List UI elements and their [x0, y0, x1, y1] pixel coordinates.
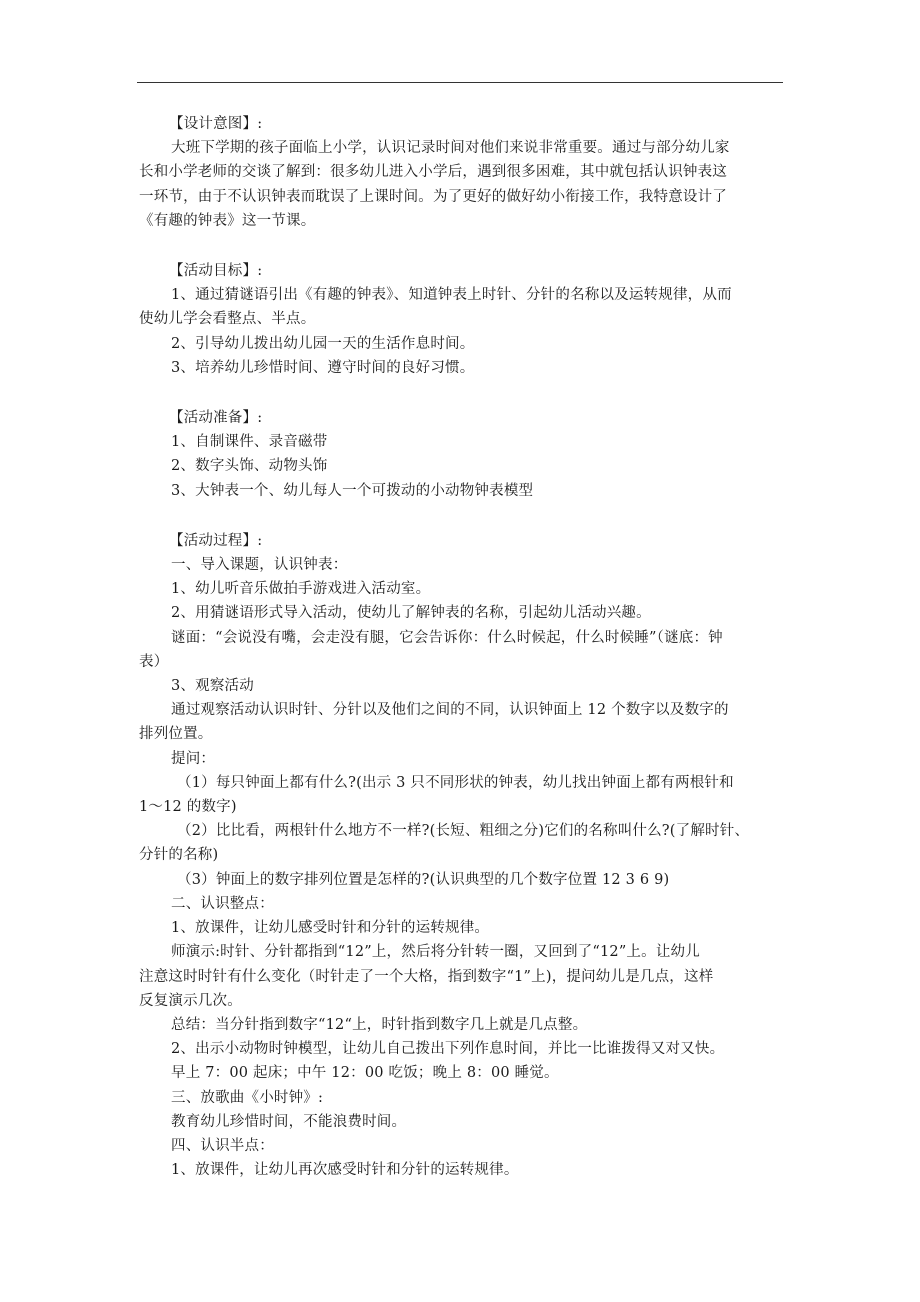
section-heading-design-intent: 【设计意图】:: [169, 116, 263, 132]
list-item: 使幼儿学会看整点、半点。: [139, 311, 316, 328]
paragraph-line: 教育幼儿珍惜时间，不能浪费时间。: [171, 1113, 407, 1130]
paragraph-line: 一环节，由于不认识钟表而耽误了上课时间。为了更好的做好幼小衔接工作，我特意设计了: [139, 188, 727, 205]
paragraph-line: 反复演示几次。: [139, 992, 242, 1009]
list-item: 1、自制课件、录音磁带: [171, 434, 328, 451]
section-heading-goals: 【活动目标】:: [169, 263, 263, 280]
list-item: 1、通过猜谜语引出《有趣的钟表》、知道钟表上时针、分针的名称以及运转规律，从而: [171, 287, 732, 304]
list-item: 3、观察活动: [171, 678, 254, 695]
paragraph-line: 大班下学期的孩子面临上小学，认识记录时间对他们来说非常重要。通过与部分幼儿家: [171, 140, 730, 157]
list-item: 2、出示小动物时钟模型，让幼儿自己拨出下列作息时间，并比一比谁拨得又对又快。: [171, 1041, 725, 1058]
paragraph-line: 通过观察活动认识时针、分针以及他们之间的不同，认识钟面上 12 个数字以及数字的: [171, 702, 729, 719]
subsection-title: 四、认识半点：: [171, 1137, 274, 1154]
paragraph-line: 提问：: [171, 750, 216, 767]
list-item: 2、数字头饰、动物头饰: [171, 458, 328, 475]
subsection-title: 三、放歌曲《小时钟》:: [171, 1089, 324, 1106]
paragraph-line: 长和小学老师的交谈了解到：很多幼儿进入小学后，遇到很多困难，其中就包括认识钟表这: [139, 164, 727, 181]
question-line: （3）钟面上的数字排列位置是怎样的?(认识典型的几个数字位置 12 3 6 9): [177, 871, 670, 888]
header-rule: [137, 82, 783, 83]
document-body: [139, 112, 787, 1182]
question-line: （2）比比看，两根针什么地方不一样?(长短、粗细之分)它们的名称叫什么?(了解时针、: [177, 823, 750, 840]
paragraph-line: 师演示:时针、分针都指到“12”上，然后将分针转一圈，又回到了“12”上。让幼儿: [171, 944, 700, 961]
subsection-title: 一、导入课题，认识钟表：: [171, 557, 348, 574]
paragraph-line: 早上 7：00 起床；中午 12：00 吃饭；晚上 8：00 睡觉。: [171, 1065, 559, 1082]
paragraph-line: 注意这时时针有什么变化（时针走了一个大格，指到数字“1”上)，提问幼儿是几点，这样: [139, 968, 714, 985]
list-item: 2、引导幼儿拨出幼儿园一天的生活作息时间。: [171, 335, 475, 352]
list-item: 1、放课件，让幼儿感受时针和分针的运转规律。: [171, 920, 490, 937]
paragraph-line: 总结：当分针指到数字“12“上，时针指到数字几上就是几点整。: [171, 1016, 588, 1033]
list-item: 3、培养幼儿珍惜时间、遵守时间的良好习惯。: [171, 359, 475, 376]
section-heading-preparation: 【活动准备】:: [169, 410, 263, 427]
question-line: 分针的名称): [139, 847, 219, 864]
paragraph-line: 表）: [139, 653, 169, 670]
list-item: 1、幼儿听音乐做拍手游戏进入活动室。: [171, 581, 431, 598]
list-item: 2、用猜谜语形式导入活动，使幼儿了解钟表的名称，引起幼儿活动兴趣。: [171, 605, 651, 622]
subsection-title: 二、认识整点：: [171, 895, 274, 912]
section-heading-process: 【活动过程】:: [169, 532, 263, 549]
list-item: 3、大钟表一个、幼儿每人一个可拨动的小动物钟表模型: [171, 482, 534, 499]
paragraph-line: 谜面：“会说没有嘴，会走没有腿，它会告诉你：什么时候起，什么时候睡”（谜底：钟: [171, 629, 723, 646]
question-line: （1）每只钟面上都有什么?(出示 3 只不同形状的钟表，幼儿找出钟面上都有两根针和: [177, 774, 734, 791]
question-line: 1～12 的数字): [139, 799, 237, 816]
paragraph-line: 《有趣的钟表》这一节课。: [139, 212, 316, 229]
paragraph-line: 排列位置。: [139, 726, 213, 743]
list-item: 1、放课件，让幼儿再次感受时针和分针的运转规律。: [171, 1162, 519, 1179]
